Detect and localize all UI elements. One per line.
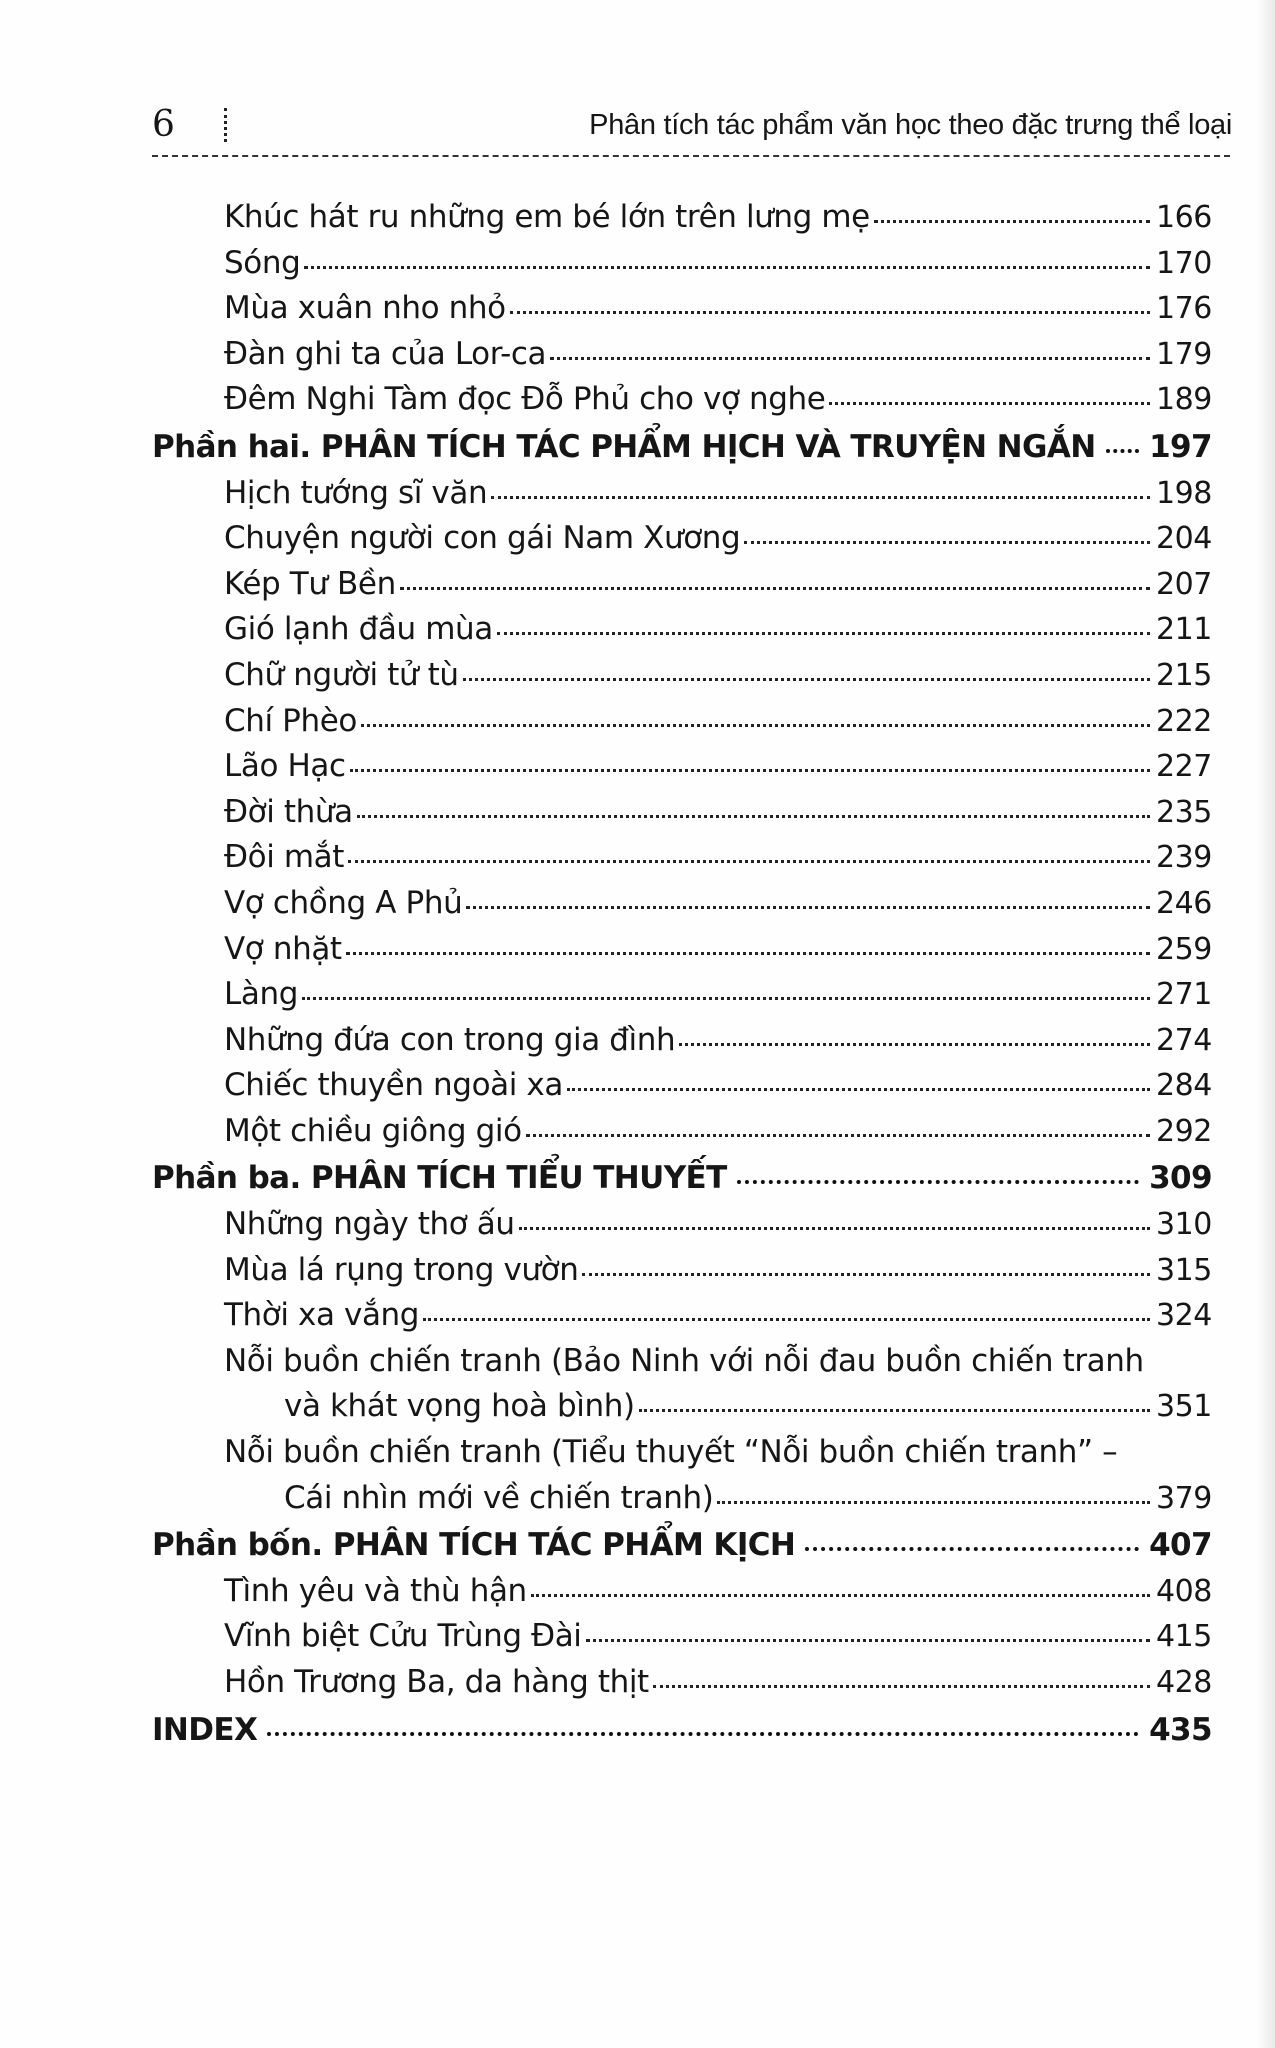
toc-entry[interactable] <box>152 562 1212 608</box>
toc-entry-page: 207 <box>1155 566 1212 602</box>
dot-leader <box>744 541 1150 544</box>
toc-entry-page: 274 <box>1155 1022 1212 1058</box>
toc-entry-title: Vợ chồng A Phủ <box>224 884 463 921</box>
toc-entry-wrapped[interactable] <box>152 1339 1212 1430</box>
toc-entry-page: 379 <box>1155 1480 1212 1516</box>
toc-entry-page: 415 <box>1155 1619 1212 1655</box>
toc-entry-page: 271 <box>1155 977 1212 1013</box>
toc-entry-title: Khúc hát ru những em bé lớn trên lưng mẹ <box>224 199 870 235</box>
toc-entry-title: Chí Phèo <box>224 702 357 739</box>
toc-entry-wrapped[interactable] <box>152 1430 1212 1521</box>
dot-leader <box>582 1273 1149 1276</box>
dot-leader <box>497 632 1150 635</box>
toc-entry-page: 428 <box>1155 1665 1212 1700</box>
part-title: Phần bốn. PHÂN TÍCH TÁC PHẨM KỊCH <box>152 1527 796 1564</box>
part-title: Phần ba. PHÂN TÍCH TIỂU THUYẾT <box>152 1160 727 1197</box>
toc-entry[interactable] <box>152 471 1212 517</box>
toc-entry[interactable] <box>152 1569 1212 1615</box>
toc-entry-title: Đôi mắt <box>224 839 345 876</box>
toc-entry[interactable] <box>152 972 1212 1018</box>
dot-leader <box>874 220 1150 223</box>
toc-entry[interactable] <box>152 653 1212 699</box>
toc-entry-title: Sóng <box>224 244 301 281</box>
dot-leader <box>304 266 1150 269</box>
dot-leader <box>1106 449 1139 453</box>
part-page: 407 <box>1149 1527 1212 1564</box>
toc-entry-page: 211 <box>1155 612 1212 648</box>
index-title: INDEX <box>152 1711 258 1748</box>
dot-leader <box>519 1227 1150 1230</box>
toc-entry-title-line2: Cái nhìn mới về chiến tranh) <box>284 1479 714 1516</box>
toc-entry[interactable] <box>152 744 1212 790</box>
toc-part-heading[interactable] <box>152 425 1212 471</box>
header-separator <box>224 108 227 142</box>
toc-entry-title: Đêm Nghi Tàm đọc Đỗ Phủ cho vợ nghe <box>224 381 826 418</box>
dot-leader <box>567 1088 1150 1091</box>
toc-part-heading[interactable] <box>152 1156 1212 1202</box>
toc-entry-title: Thời xa vắng <box>224 1297 420 1334</box>
dot-leader <box>679 1043 1150 1046</box>
dot-leader <box>348 860 1150 863</box>
dot-leader <box>510 311 1150 314</box>
toc-entry-title: Gió lạnh đầu mùa <box>224 611 493 648</box>
index-page: 435 <box>1149 1711 1212 1748</box>
toc-entry-title-line1: Nỗi buồn chiến tranh (Tiểu thuyết “Nỗi buồn chiến tranh” – <box>224 1434 1118 1471</box>
toc-entry-title: Làng <box>224 976 298 1013</box>
toc-entry-title: Một chiều giông gió <box>224 1112 522 1149</box>
dot-leader <box>717 1501 1150 1504</box>
toc-entry-page: 179 <box>1155 336 1212 372</box>
toc-entry[interactable] <box>152 1614 1212 1660</box>
toc-entry-page: 170 <box>1155 245 1212 281</box>
toc-entry-page: 166 <box>1155 200 1212 235</box>
toc-entry-page: 176 <box>1155 291 1212 327</box>
dot-leader <box>350 769 1150 772</box>
toc-entry-title: Mùa lá rụng trong vườn <box>224 1251 579 1288</box>
toc-entry[interactable] <box>152 1202 1212 1248</box>
toc-entry-page: 246 <box>1155 885 1212 921</box>
part-page: 309 <box>1149 1160 1212 1197</box>
toc-entry-page: 284 <box>1155 1068 1212 1104</box>
page-number: 6 <box>152 104 175 145</box>
dot-leader <box>491 496 1150 499</box>
toc-entry-title: Đời thừa <box>224 793 353 830</box>
dot-leader <box>357 815 1150 818</box>
toc-entry-page: 235 <box>1155 794 1212 830</box>
toc-entry-title-line1: Nỗi buồn chiến tranh (Bảo Ninh với nỗi đau buồn chiến tranh <box>224 1342 1144 1379</box>
toc-entry-title: Những đứa con trong gia đình <box>224 1021 676 1058</box>
toc-entry-title: Đàn ghi ta của Lor-ca <box>224 335 547 372</box>
dot-leader <box>805 1547 1139 1551</box>
dot-leader <box>737 1180 1139 1184</box>
dot-leader <box>531 1594 1150 1597</box>
toc-entry[interactable] <box>152 1660 1212 1706</box>
toc-entry[interactable] <box>152 1018 1212 1064</box>
page-edge-shadow <box>1257 0 1275 2048</box>
toc-entry-title: Lão Hạc <box>224 748 346 785</box>
toc-entry[interactable] <box>152 377 1212 423</box>
toc-entry-line2 <box>224 1476 1212 1522</box>
toc-entry-page: 408 <box>1155 1573 1212 1609</box>
toc-entry-title: Tình yêu và thù hận <box>224 1572 527 1609</box>
toc-entry-page: 315 <box>1155 1252 1212 1288</box>
toc-entry[interactable] <box>152 1248 1212 1294</box>
toc-entry-page: 239 <box>1155 840 1212 876</box>
toc-entry-title: Chiếc thuyền ngoài xa <box>224 1067 563 1104</box>
toc-entry-page: 259 <box>1155 931 1212 967</box>
dot-leader <box>586 1639 1150 1642</box>
toc-entry[interactable] <box>152 835 1212 881</box>
running-title: Phân tích tác phẩm văn học theo đặc trưng thể loại <box>589 109 1232 141</box>
toc-entry[interactable] <box>152 516 1212 562</box>
toc-entry[interactable] <box>152 607 1212 653</box>
toc-entry-title: Kép Tư Bền <box>224 565 396 602</box>
toc-entry[interactable] <box>152 927 1212 973</box>
toc-entry-title-line2: và khát vọng hoà bình) <box>284 1388 635 1425</box>
dot-leader <box>829 402 1149 405</box>
dot-leader <box>550 357 1150 360</box>
toc-entry[interactable] <box>152 286 1212 332</box>
toc-entry-page: 351 <box>1155 1389 1212 1425</box>
toc-entry[interactable] <box>152 332 1212 378</box>
toc-entry-page: 324 <box>1155 1298 1212 1334</box>
toc-entry[interactable] <box>152 1063 1212 1109</box>
toc-entry-title: Những ngày thơ ấu <box>224 1206 515 1243</box>
toc-entry-page: 310 <box>1155 1207 1212 1243</box>
toc-entry[interactable] <box>152 881 1212 927</box>
toc-entry-page: 204 <box>1155 521 1212 557</box>
toc-entry-title: Hồn Trương Ba, da hàng thịt <box>224 1664 649 1700</box>
dot-leader <box>361 724 1150 727</box>
toc-entry-title: Vợ nhặt <box>224 930 342 967</box>
table-of-contents <box>152 195 1212 1753</box>
dot-leader <box>466 906 1150 909</box>
toc-entry-title: Chữ người tử tù <box>224 656 459 693</box>
dot-leader <box>526 1134 1150 1137</box>
part-title: Phần hai. PHÂN TÍCH TÁC PHẨM HỊCH VÀ TRUYỆN NGẮN <box>152 428 1096 465</box>
toc-entry-page: 222 <box>1155 703 1212 739</box>
toc-entry[interactable] <box>152 241 1212 287</box>
header-rule <box>152 155 1230 157</box>
page-header <box>152 100 1232 150</box>
toc-entry-page: 215 <box>1155 657 1212 693</box>
toc-entry[interactable] <box>152 790 1212 836</box>
dot-leader <box>463 678 1150 681</box>
toc-entry-page: 292 <box>1155 1113 1212 1149</box>
blank-footer-area <box>0 1880 1275 2048</box>
dot-leader <box>267 1732 1139 1736</box>
toc-entry-title: Hịch tướng sĩ văn <box>224 474 488 511</box>
dot-leader <box>653 1685 1150 1688</box>
toc-entry-page: 198 <box>1155 475 1212 511</box>
toc-entry-title: Vĩnh biệt Cửu Trùng Đài <box>224 1618 582 1655</box>
dot-leader <box>302 997 1150 1000</box>
toc-entry-line2 <box>224 1384 1212 1430</box>
dot-leader <box>346 952 1150 955</box>
dot-leader <box>400 587 1150 590</box>
toc-entry-page: 227 <box>1155 749 1212 785</box>
toc-entry[interactable] <box>152 1109 1212 1155</box>
dot-leader <box>423 1318 1150 1321</box>
toc-entry-title: Mùa xuân nho nhỏ <box>224 290 506 327</box>
toc-entry[interactable] <box>152 1293 1212 1339</box>
toc-entry[interactable] <box>152 699 1212 745</box>
dot-leader <box>639 1409 1150 1412</box>
toc-entry-title: Chuyện người con gái Nam Xương <box>224 520 741 557</box>
toc-entry[interactable] <box>152 195 1212 241</box>
toc-entry-page: 189 <box>1155 382 1212 418</box>
toc-index-entry[interactable] <box>152 1708 1212 1754</box>
part-page: 197 <box>1149 428 1212 465</box>
toc-part-heading[interactable] <box>152 1523 1212 1569</box>
